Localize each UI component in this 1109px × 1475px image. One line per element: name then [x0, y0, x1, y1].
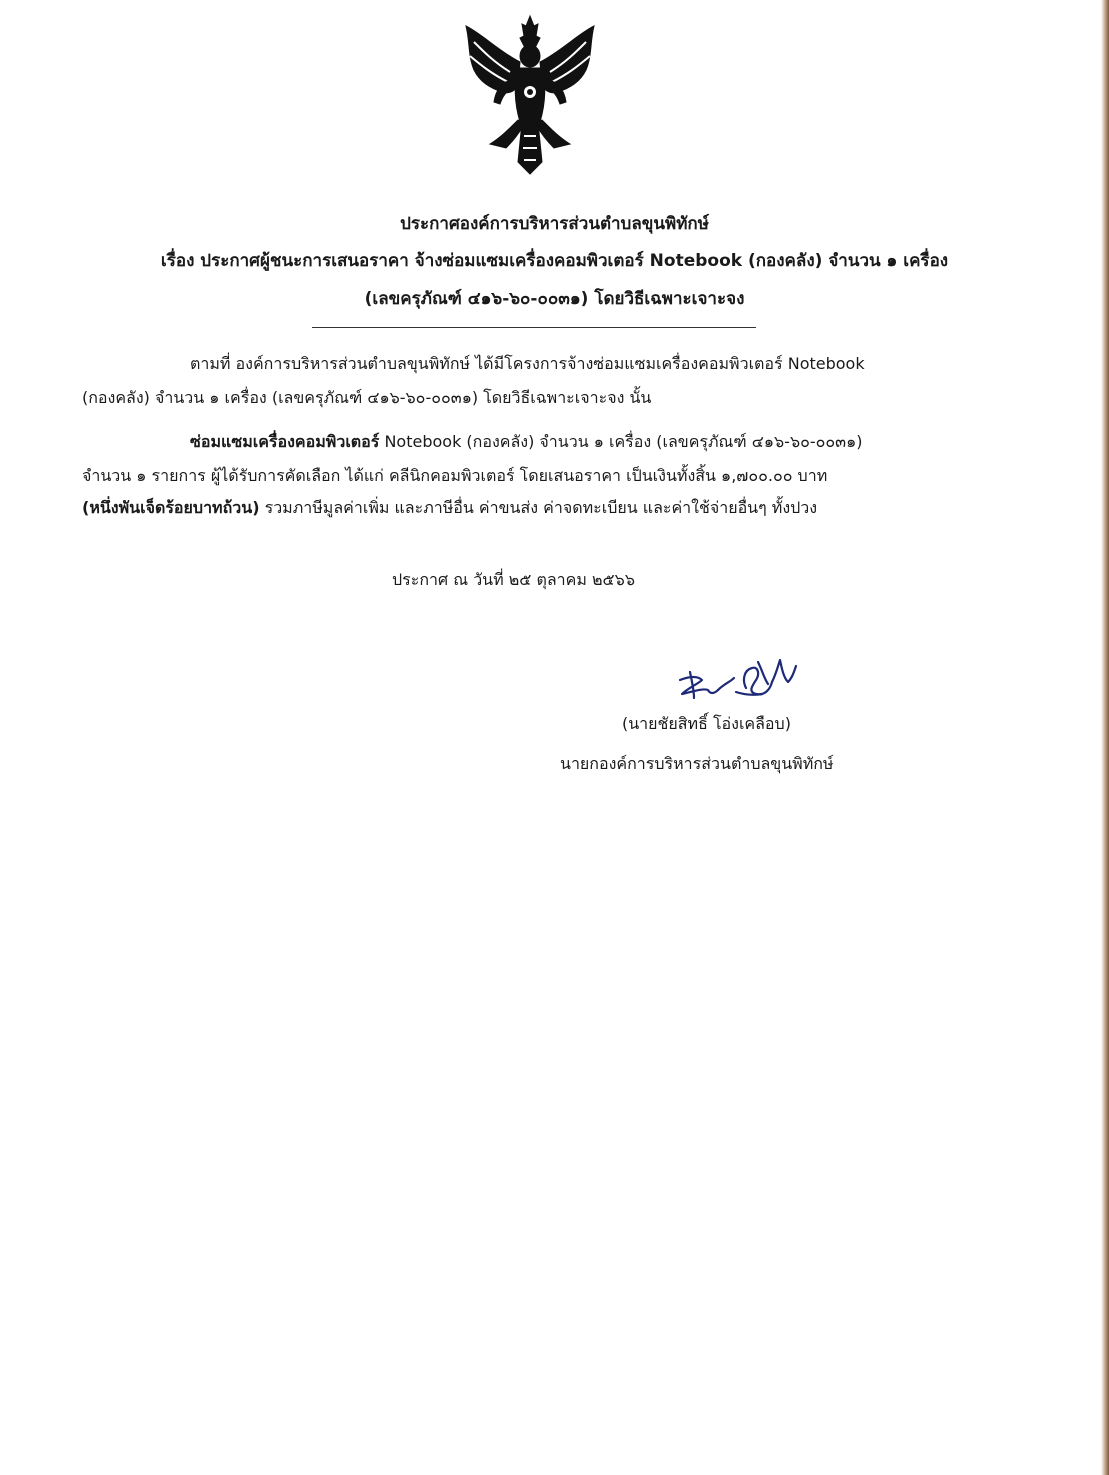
paragraph-2-line-1 — [190, 424, 863, 460]
title-divider — [312, 327, 756, 328]
signer-position: นายกองค์การบริหารส่วนตำบลขุนพิทักษ์ — [560, 754, 834, 773]
subject-line-2: (เลขครุภัณฑ์ ๔๑๖-๖๐-๐๐๓๑) โดยวิธีเฉพาะเจาะจง — [364, 289, 745, 309]
page-edge-shadow — [1101, 0, 1109, 1475]
paragraph-1-line-1: ตามที่ องค์การบริหารส่วนตำบลขุนพิทักษ์ ได้มีโครงการจ้างซ่อมแซมเครื่องคอมพิวเตอร์ Notebook — [190, 354, 865, 373]
paragraph-2-line-2: จำนวน ๑ รายการ ผู้ได้รับการคัดเลือก ได้แก่ คลีนิกคอมพิวเตอร์ โดยเสนอราคา เป็นเงินทั้งสิ้น ๑,๗๐๐.๐๐ บาท — [82, 466, 828, 485]
handwritten-signature — [672, 654, 800, 704]
amount-in-words: (หนึ่งพันเจ็ดร้อยบาทถ้วน) — [82, 498, 260, 517]
signer-name: (นายชัยสิทธิ์ โอ่งเคลือบ) — [622, 714, 791, 733]
announcement-date: ประกาศ ณ วันที่ ๒๕ ตุลาคม ๒๕๖๖ — [392, 570, 635, 589]
paragraph-2-line-3 — [82, 490, 817, 526]
garuda-emblem-icon — [460, 12, 600, 177]
paragraph-1-line-2: (กองคลัง) จำนวน ๑ เครื่อง (เลขครุภัณฑ์ ๔๑๖-๖๐-๐๐๓๑) โดยวิธีเฉพาะเจาะจง นั้น — [82, 388, 652, 407]
paragraph-2-bold-lead: ซ่อมแซมเครื่องคอมพิวเตอร์ — [190, 432, 380, 451]
subject-line-1: เรื่อง ประกาศผู้ชนะการเสนอราคา จ้างซ่อมแซมเครื่องคอมพิวเตอร์ Notebook (กองคลัง) จำนวน ๑ เครื่อง — [160, 251, 949, 271]
paragraph-2-line-1-rest: Notebook (กองคลัง) จำนวน ๑ เครื่อง (เลขครุภัณฑ์ ๔๑๖-๖๐-๐๐๓๑) — [379, 432, 863, 451]
announcement-title: ประกาศองค์การบริหารส่วนตำบลขุนพิทักษ์ — [400, 214, 709, 234]
paragraph-2-line-3-rest: รวมภาษีมูลค่าเพิ่ม และภาษีอื่น ค่าขนส่ง ค่าจดทะเบียน และค่าใช้จ่ายอื่นๆ ทั้งปวง — [259, 498, 818, 517]
